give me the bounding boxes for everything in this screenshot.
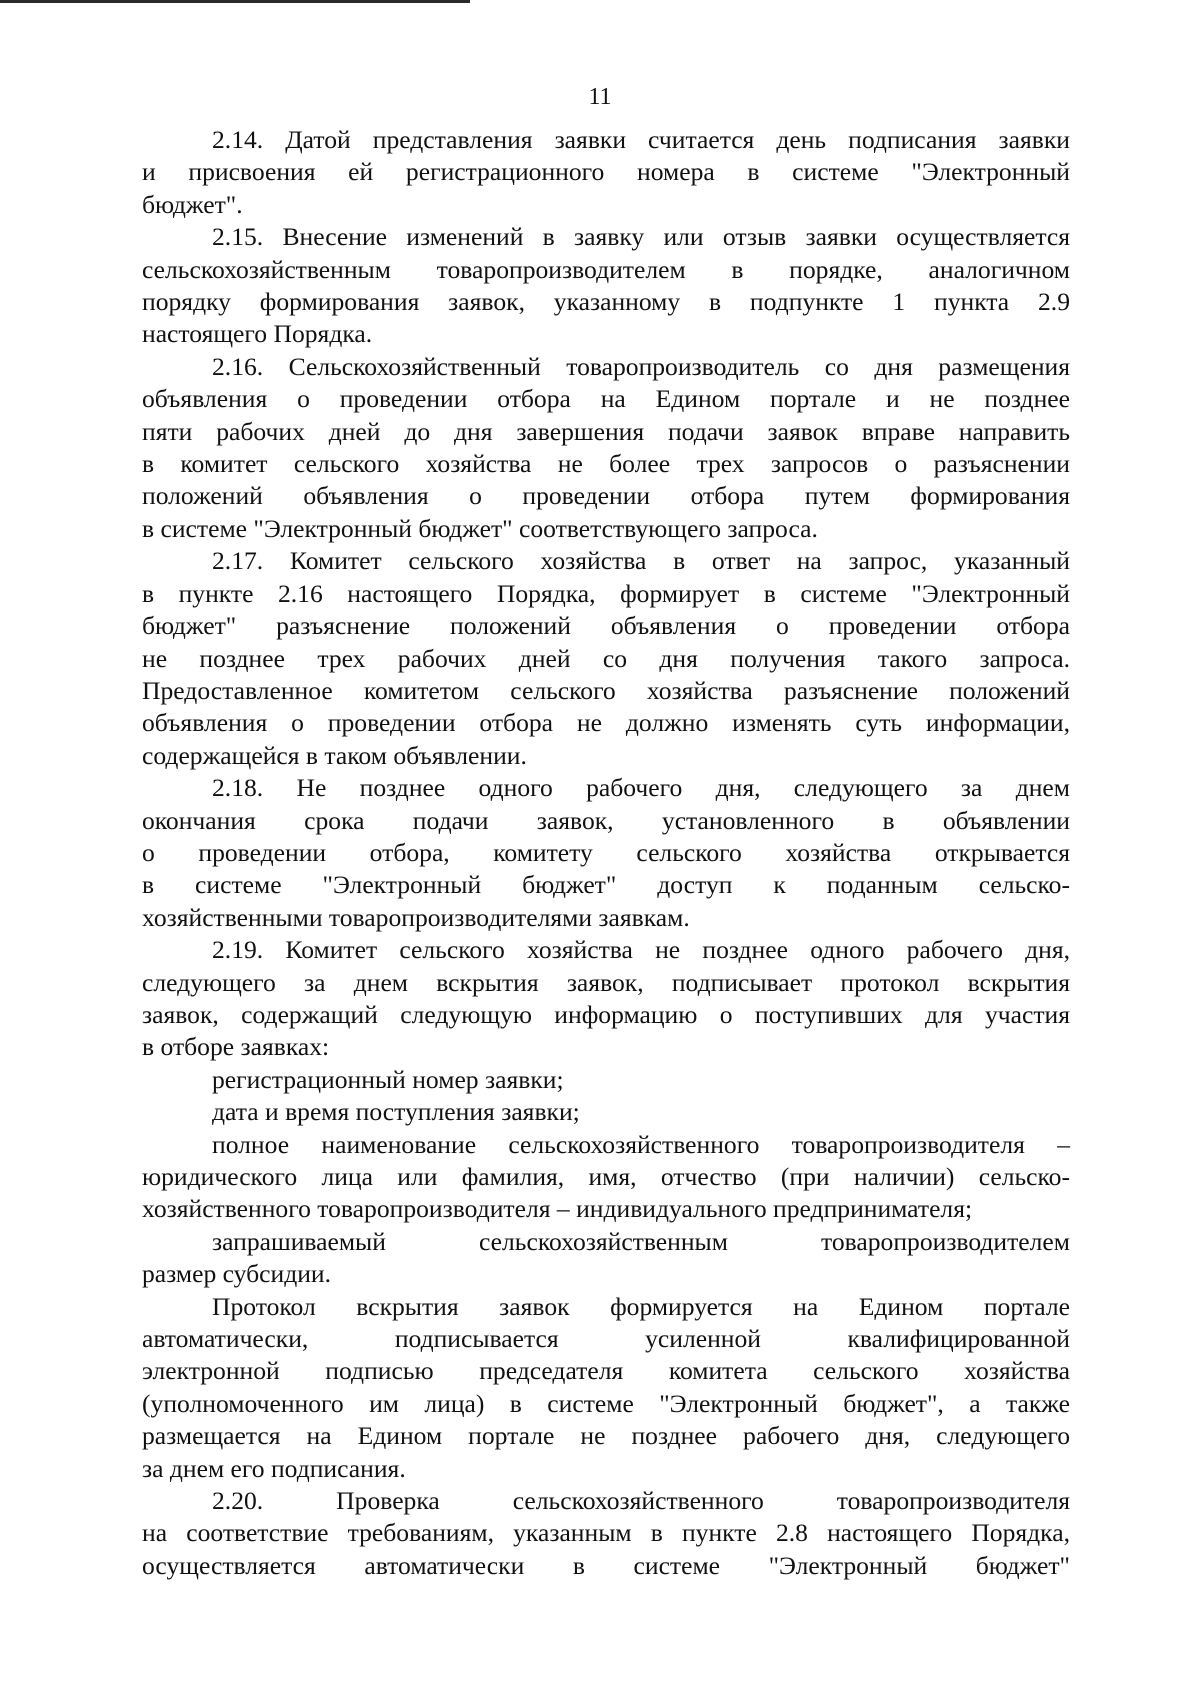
text-line: и присвоения ей регистрационного номера в системе "Электронный xyxy=(142,157,1070,187)
text-line: автоматически, подписывается усиленной квалифицированной xyxy=(142,1324,1070,1354)
paragraph-p-item-2 xyxy=(142,1096,1070,1128)
text-line: не позднее трех рабочих дней со дня получения такого запроса. xyxy=(142,643,1070,673)
text-line: сельскохозяйственным товаропроизводителем в порядке, аналогичном xyxy=(142,254,1070,284)
text-line: 2.19. Комитет сельского хозяйства не позднее одного рабочего дня, xyxy=(212,935,1070,965)
text-line: бюджет". xyxy=(142,189,243,219)
text-line: в комитет сельского хозяйства не более трех запросов о разъяснении xyxy=(142,449,1070,479)
text-line: осуществляется автоматически в системе "Электронный бюджет" xyxy=(142,1550,1070,1580)
text-line: следующего за днем вскрытия заявок, подписывает протокол вскрытия xyxy=(142,967,1070,997)
text-line: за днем его подписания. xyxy=(142,1453,406,1483)
text-line: настоящего Порядка. xyxy=(142,319,373,349)
paragraph-p-2-20 xyxy=(142,1485,1070,1582)
text-line: порядку формирования заявок, указанному в подпункте 1 пункта 2.9 xyxy=(142,287,1070,317)
text-line: 2.14. Датой представления заявки считается день подписания заявки xyxy=(212,125,1070,154)
text-line: на соответствие требованиям, указанным в пункте 2.8 настоящего Порядка, xyxy=(142,1518,1070,1548)
text-line: заявок, содержащий следующую информацию о поступивших для участия xyxy=(142,999,1070,1029)
paragraph-p-2-16 xyxy=(142,351,1070,545)
paragraph-p-2-18 xyxy=(142,772,1070,934)
text-line: бюджет" разъяснение положений объявления о проведении отбора xyxy=(142,611,1070,641)
page-number: 11 xyxy=(588,84,612,110)
text-line: запрашиваемый сельскохозяйственным товаропроизводителем xyxy=(212,1226,1070,1256)
text-line: пяти рабочих дней до дня завершения подачи заявок вправе направить xyxy=(142,416,1070,446)
paragraph-p-2-17 xyxy=(142,545,1070,772)
text-line: хозяйственного товаропроизводителя – индивидуального предпринимателя; xyxy=(142,1194,973,1224)
text-line: в отборе заявках: xyxy=(142,1032,330,1062)
text-line: регистрационный номер заявки; xyxy=(212,1064,564,1094)
text-line: о проведении отбора, комитету сельского хозяйства открывается xyxy=(142,837,1070,867)
text-line: размер субсидии. xyxy=(142,1259,332,1289)
text-line: объявления о проведении отбора на Едином портале и не позднее xyxy=(142,384,1070,414)
top-rule xyxy=(0,0,470,3)
text-line: положений объявления о проведении отбора путем формирования xyxy=(142,481,1070,511)
text-line: полное наименование сельскохозяйственного товаропроизводителя – xyxy=(212,1129,1070,1159)
text-line: в пункте 2.16 настоящего Порядка, формирует в системе "Электронный xyxy=(142,578,1070,608)
paragraph-p-item-1 xyxy=(142,1064,1070,1096)
text-line: окончания срока подачи заявок, установленного в объявлении xyxy=(142,805,1070,835)
text-line: в системе "Электронный бюджет" соответствующего запроса. xyxy=(142,513,818,543)
text-line: дата и время поступления заявки; xyxy=(212,1097,580,1127)
paragraph-p-2-14 xyxy=(142,124,1070,221)
text-line: Предоставленное комитетом сельского хозяйства разъяснение положений xyxy=(142,675,1070,705)
text-line: содержащейся в таком объявлении. xyxy=(142,740,527,770)
text-line: Протокол вскрытия заявок формируется на Едином портале xyxy=(212,1291,1070,1321)
text-line: 2.16. Сельскохозяйственный товаропроизводитель со дня размещения xyxy=(212,351,1070,381)
text-line: в системе "Электронный бюджет" доступ к поданным сельско- xyxy=(142,870,1070,900)
text-line: юридического лица или фамилия, имя, отчество (при наличии) сельско- xyxy=(142,1162,1070,1191)
text-line: 2.15. Внесение изменений в заявку или отзыв заявки осуществляется xyxy=(212,222,1070,252)
paragraph-p-item-4 xyxy=(142,1226,1070,1291)
paragraph-p-2-15 xyxy=(142,221,1070,351)
text-line: размещается на Едином портале не позднее рабочего дня, следующего xyxy=(142,1421,1070,1451)
text-line: 2.18. Не позднее одного рабочего дня, следующего за днем xyxy=(212,773,1070,803)
text-line: хозяйственными товаропроизводителями заявкам. xyxy=(142,902,690,932)
paragraph-p-2-19 xyxy=(142,934,1070,1064)
text-line: 2.17. Комитет сельского хозяйства в ответ на запрос, указанный xyxy=(212,546,1070,576)
text-line: объявления о проведении отбора не должно изменять суть информации, xyxy=(142,708,1070,738)
paragraph-p-protocol xyxy=(142,1291,1070,1485)
text-line: 2.20. Проверка сельскохозяйственного товаропроизводителя xyxy=(212,1486,1070,1516)
document-body xyxy=(142,124,1070,1582)
text-line: электронной подписью председателя комитета сельского хозяйства xyxy=(142,1356,1070,1386)
text-line: (уполномоченного им лица) в системе "Электронный бюджет", а также xyxy=(142,1388,1070,1418)
paragraph-p-item-3 xyxy=(142,1129,1070,1226)
